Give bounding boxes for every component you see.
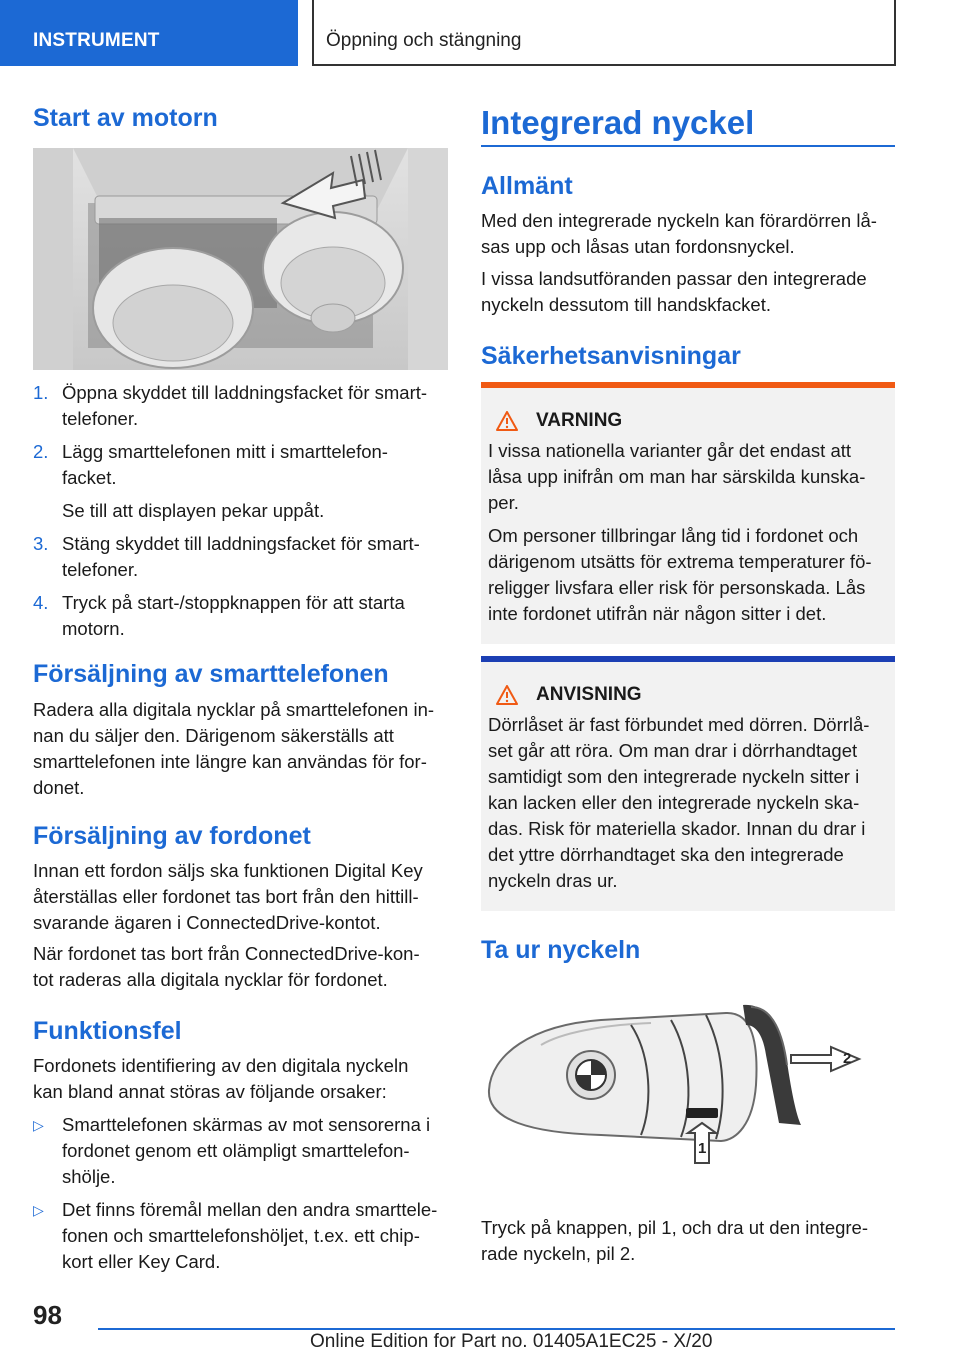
step-text: telefoner. bbox=[62, 408, 139, 429]
sale-phone-text bbox=[33, 697, 434, 801]
step-number: 2. bbox=[33, 441, 49, 462]
page-header bbox=[0, 0, 960, 66]
text-line: Det finns föremål mellan den andra smarttele- bbox=[62, 1199, 438, 1220]
arrow-2-label: 2 bbox=[843, 1050, 852, 1067]
text-line: Dörrlåset är fast förbundet med dörren. Dörrlå- bbox=[488, 714, 870, 735]
text-line: smarttelefonen inte längre kan användas för for- bbox=[33, 751, 427, 772]
text-line: sas upp och låsas utan fordonsnyckel. bbox=[481, 236, 795, 257]
text-line: återställas eller fordonet tas bort från den hittill- bbox=[33, 886, 419, 907]
notice-label: ANVISNING bbox=[536, 684, 642, 705]
section-tab: INSTRUMENT bbox=[0, 0, 298, 66]
page-number: 98 bbox=[33, 1300, 62, 1330]
step-number: 4. bbox=[33, 592, 49, 613]
text-line: das. Risk för materiella skador. Innan du drar i bbox=[488, 818, 866, 839]
text-line: det yttre dörrhandtaget ska den integrerade bbox=[488, 844, 844, 865]
text-line: kan bland annat störas av följande orsaker: bbox=[33, 1081, 387, 1102]
text-line: tot raderas alla digitala nycklar för fordonet. bbox=[33, 969, 388, 990]
warning-title bbox=[488, 408, 883, 434]
text-line: donet. bbox=[33, 777, 85, 798]
text-line: Om personer tillbringar lång tid i fordonet och bbox=[488, 525, 859, 546]
text-line: samtidigt som den integrerade nyckeln sitter i bbox=[488, 766, 860, 787]
remove-key-text bbox=[481, 1215, 868, 1267]
step-text: Tryck på start-/stoppknappen för att starta bbox=[62, 592, 405, 613]
warning-box bbox=[481, 382, 895, 644]
notice-title bbox=[488, 682, 883, 708]
warning-label: VARNING bbox=[536, 410, 623, 431]
text-line: I vissa nationella varianter går det endast att bbox=[488, 440, 852, 461]
text-line: nyckeln dessutom till handskfacket. bbox=[481, 294, 771, 315]
warning-paragraph bbox=[488, 523, 883, 627]
text-line: fonen och smarttelefonshöljet, t.ex. ett chip- bbox=[62, 1225, 420, 1246]
text-line: Innan ett fordon säljs ska funktionen Digital Key bbox=[33, 860, 423, 881]
notice-box bbox=[481, 656, 895, 911]
key-fob-illustration bbox=[481, 995, 895, 1175]
step-text: motorn. bbox=[62, 618, 125, 639]
step-text: Öppna skyddet till laddningsfacket för smart- bbox=[62, 382, 428, 403]
text-line: därigenom utsätts för extrema temperaturer fö- bbox=[488, 551, 872, 572]
step-2 bbox=[33, 439, 448, 524]
warning-triangle-icon bbox=[496, 411, 518, 431]
text-line: fordonet genom ett olämpligt smarttelefon- bbox=[62, 1140, 410, 1161]
notice-paragraph bbox=[488, 712, 883, 894]
text-line: religger livsfara eller risk för personskada. Lås bbox=[488, 577, 866, 598]
title-rule bbox=[481, 145, 895, 147]
step-number: 1. bbox=[33, 382, 49, 403]
safety-heading: Säkerhetsanvisningar bbox=[481, 342, 741, 370]
text-line: kort eller Key Card. bbox=[62, 1251, 221, 1272]
warning-triangle-icon bbox=[496, 685, 518, 705]
integrated-key-title: Integrerad nyckel bbox=[481, 104, 755, 141]
arrow-1-label: 1 bbox=[698, 1140, 707, 1157]
malfunction-text bbox=[33, 1053, 408, 1105]
general-text-2 bbox=[481, 266, 867, 318]
phone-tray-illustration bbox=[33, 148, 448, 370]
step-text: telefoner. bbox=[62, 559, 139, 580]
text-line: inte fordonet utifrån när någon sitter i det. bbox=[488, 603, 827, 624]
text-line: shölje. bbox=[62, 1166, 116, 1187]
malfunction-heading: Funktionsfel bbox=[33, 1017, 182, 1045]
text-line: per. bbox=[488, 492, 519, 513]
text-line: När fordonet tas bort från ConnectedDrive-kon- bbox=[33, 943, 420, 964]
sale-vehicle-heading: Försäljning av fordonet bbox=[33, 822, 311, 850]
sale-vehicle-text bbox=[33, 858, 423, 936]
triangle-bullet-icon: ▷ bbox=[33, 1202, 44, 1218]
text-line: svarande ägaren i ConnectedDrive-kontot. bbox=[33, 912, 381, 933]
general-text bbox=[481, 208, 877, 260]
text-line: kan lacken eller den integrerade nyckeln ska- bbox=[488, 792, 860, 813]
text-line: set går att röra. Om man drar i dörrhandtaget bbox=[488, 740, 858, 761]
step-4 bbox=[33, 590, 448, 642]
text-line: Med den integrerade nyckeln kan förardörren lå- bbox=[481, 210, 877, 231]
step-number: 3. bbox=[33, 533, 49, 554]
edition-text: Online Edition for Part no. 01405A1EC25 - X/20 bbox=[310, 1331, 713, 1352]
step-text: Lägg smarttelefonen mitt i smarttelefon- bbox=[62, 441, 388, 462]
remove-key-heading: Ta ur nyckeln bbox=[481, 936, 641, 964]
sale-vehicle-text-2 bbox=[33, 941, 420, 993]
text-line: nyckeln dras ur. bbox=[488, 870, 618, 891]
malfunction-list bbox=[33, 1112, 448, 1282]
start-engine-heading: Start av motorn bbox=[33, 104, 218, 132]
step-text: Stäng skyddet till laddningsfacket för smart- bbox=[62, 533, 420, 554]
step-note: Se till att displayen pekar uppåt. bbox=[62, 500, 325, 521]
start-steps-list bbox=[33, 380, 448, 649]
step-text: facket. bbox=[62, 467, 117, 488]
text-line: låsa upp inifrån om man har särskilda kunska- bbox=[488, 466, 866, 487]
footer-rule bbox=[98, 1328, 895, 1330]
list-item bbox=[33, 1112, 448, 1190]
chapter-title: Öppning och stängning bbox=[312, 0, 896, 66]
text-line: nan du säljer den. Därigenom säkerställs att bbox=[33, 725, 394, 746]
step-1 bbox=[33, 380, 448, 432]
list-item bbox=[33, 1197, 448, 1275]
warning-paragraph bbox=[488, 438, 883, 516]
text-line: Smarttelefonen skärmas av mot sensorerna i bbox=[62, 1114, 431, 1135]
text-line: Fordonets identifiering av den digitala nyckeln bbox=[33, 1055, 409, 1076]
text-line: I vissa landsutföranden passar den integrerade bbox=[481, 268, 867, 289]
text-line: Tryck på knappen, pil 1, och dra ut den integre- bbox=[481, 1217, 869, 1238]
general-heading: Allmänt bbox=[481, 172, 573, 200]
text-line: Radera alla digitala nycklar på smarttelefonen in- bbox=[33, 699, 435, 720]
triangle-bullet-icon: ▷ bbox=[33, 1117, 44, 1133]
text-line: rade nyckeln, pil 2. bbox=[481, 1243, 636, 1264]
sale-phone-heading: Försäljning av smarttelefonen bbox=[33, 660, 389, 688]
step-3 bbox=[33, 531, 448, 583]
